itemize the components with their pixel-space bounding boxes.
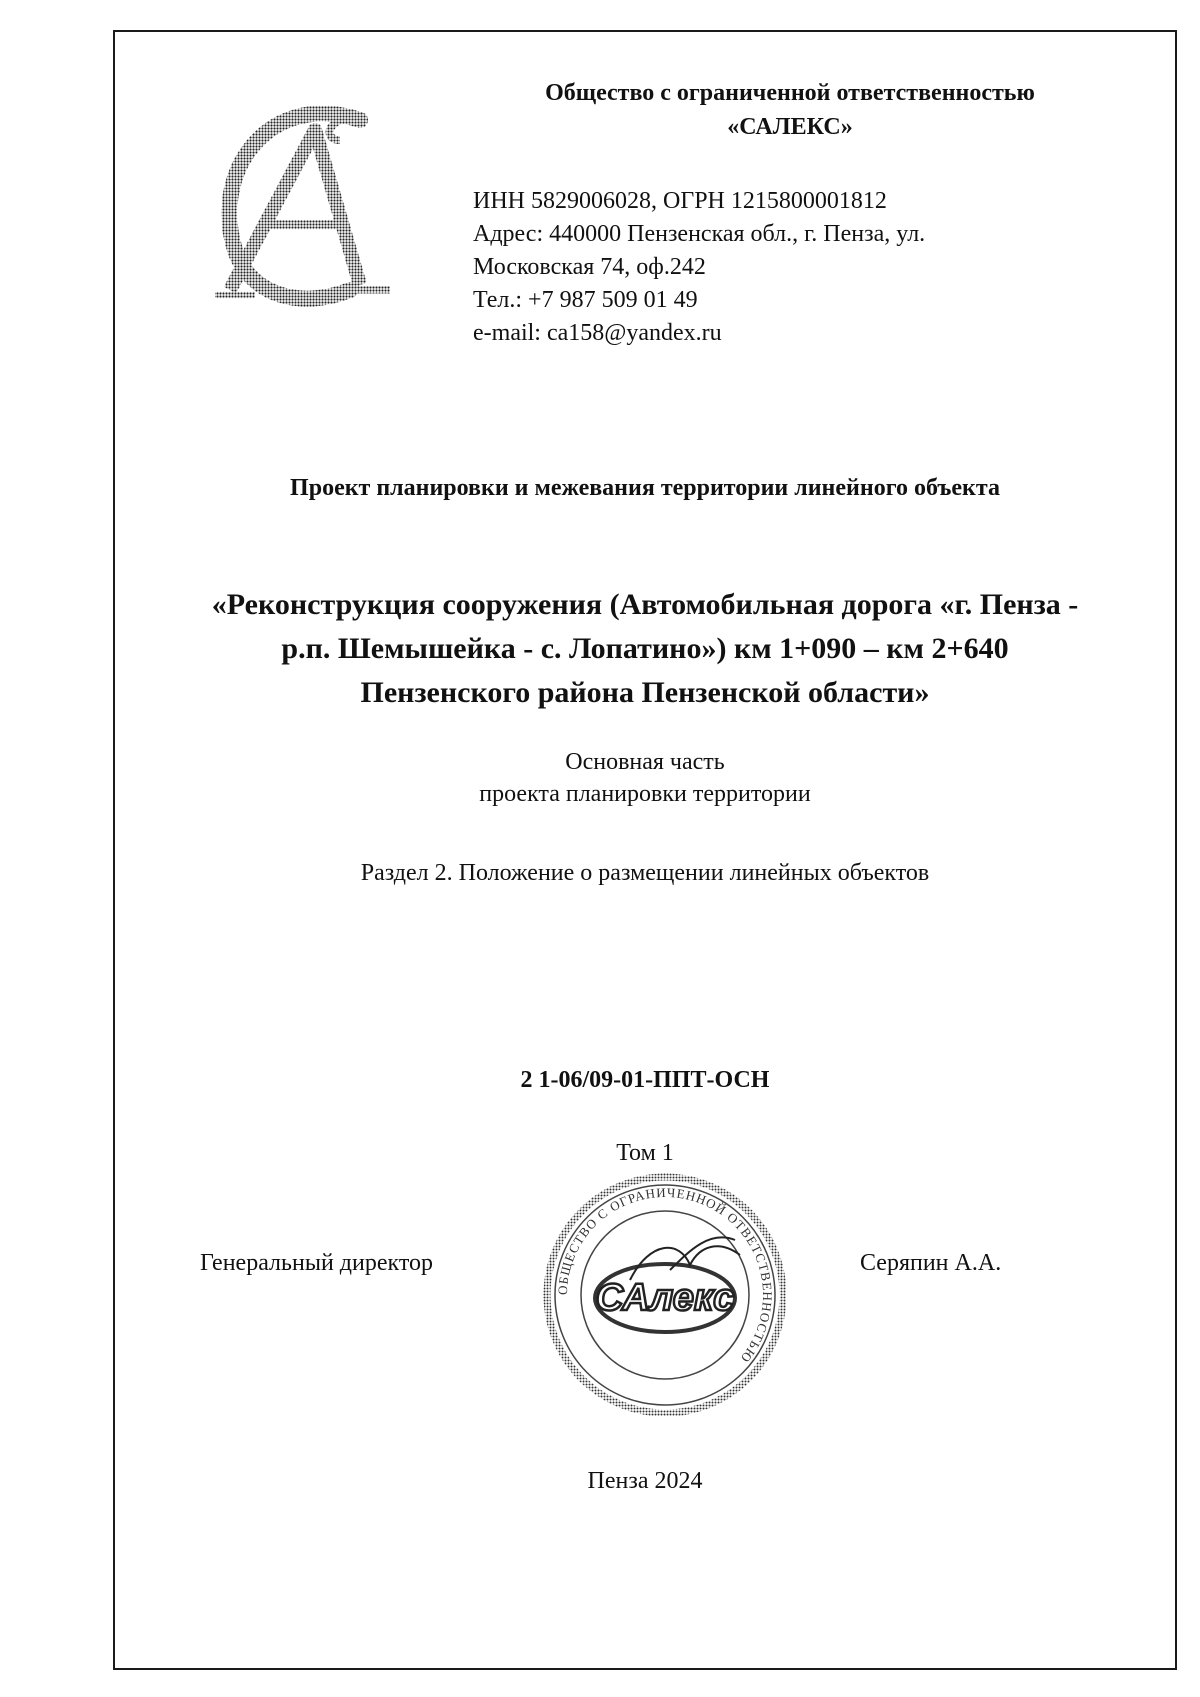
signature-scribble [630,1237,740,1280]
city-year: Пенза 2024 [587,1468,703,1494]
document-code: 2 1-06/09-01-ППТ-ОСН [520,1067,770,1093]
document-title-line1: «Реконструкция сооружения (Автомобильная дорога «г. Пенза - [211,588,1079,621]
document-section: Раздел 2. Положение о размещении линейных объектов [360,860,930,886]
document-subject: Проект планировки и межевания территории линейного объекта [290,475,1000,501]
seal-center-text: САлекс [595,1277,735,1319]
document-title-line2: р.п. Шемышейка - с. Лопатино») км 1+090 – км 2+640 [281,632,1009,665]
document-volume: Том 1 [616,1140,674,1166]
organization-name [480,76,1100,144]
phone: Тел.: +7 987 509 01 49 [473,287,698,313]
company-seal-icon [540,1170,790,1420]
document-title [113,583,1177,715]
signatory-name: Серяпин А.А. [860,1250,1002,1276]
organization-name-line1: Общество с ограниченной ответственностью [545,80,1035,106]
svg-text:ОБЩЕСТВО С ОГРАНИЧЕННОЙ ОТВЕТС [555,1185,775,1366]
organization-name-line2: «САЛЕКС» [727,114,853,140]
document-part-line1: Основная часть [565,749,725,775]
document-part-line2: проекта планировки территории [479,781,811,807]
document-part [113,746,1177,810]
address-line2: Московская 74, оф.242 [473,254,706,280]
inn-ogrn: ИНН 5829006028, ОГРН 1215800001812 [473,188,887,214]
seal-ring-text: ОБЩЕСТВО С ОГРАНИЧЕННОЙ ОТВЕТСТВЕННОСТЬЮ [554,1184,776,1366]
signatory-role: Генеральный директор [200,1250,434,1276]
document-title-line3: Пензенского района Пензенской области» [360,676,930,709]
address-line1: Адрес: 440000 Пензенская обл., г. Пенза, ул. [473,221,926,247]
contact-block [473,185,1033,350]
monogram-logo-icon [210,100,400,320]
email: e-mail: ca158@yandex.ru [473,320,722,346]
